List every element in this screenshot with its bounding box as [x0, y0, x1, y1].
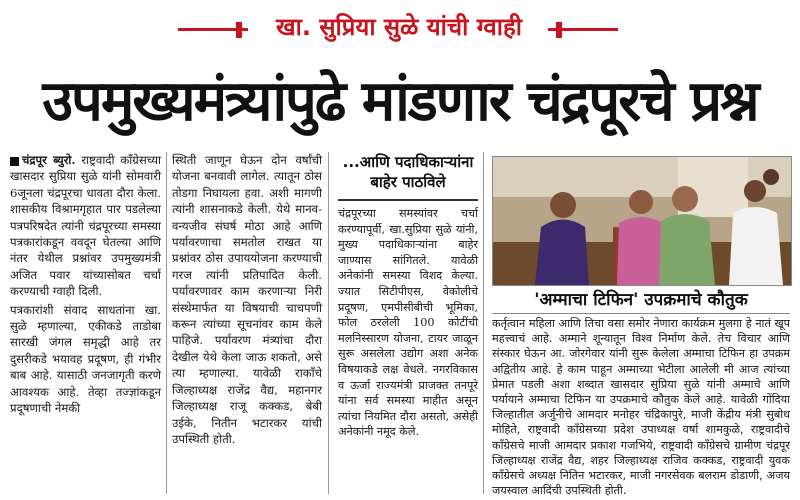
photo-story — [492, 316, 790, 500]
paragraph: पत्रकारांशी संवाद साधतांना खा. सुळे म्हणाल्या, एकीकडे ताडोबा सारखी जंगल समृद्धी आहे तर दुसरीकडे भयावह प्रदूषण, ही गंभीर बाब आहे. यासाठी जनजागृती करणे आवश्यक आहे. तेव्हा तज्ज्ञांकडून प्रदूषणाची नेमकी — [10, 302, 161, 416]
photo-caption: 'अम्माचा टिफिन' उपक्रमाचे कौतुक — [534, 290, 748, 310]
caption-rule — [492, 313, 790, 314]
article-column-2 — [172, 152, 322, 449]
lead-bullet-icon — [10, 157, 19, 166]
news-photo — [492, 156, 792, 286]
kicker-section — [0, 8, 800, 50]
main-headline: उपमुख्यमंत्र्यांपुढे मांडणार चंद्रपूरचे प्रश्न — [42, 68, 758, 134]
paragraph: राष्ट्रवादी काँग्रेसच्या खासदार सुप्रिया सुळे यांनी सोमवारी 6जूनला चंद्रपूरचा धावता दौरा केला. शासकीय विश्रामगृहात पार पडलेल्या पत्रपरिषदेत त्यांनी चंद्रपूरच्या समस्या पत्रकारांकडून ववदून घेतल्या आणि नंतर येथील प्रश्नांवर उपमुख्यमंत्री अजित पवार यांच्यासोबत चर्चा करण्याची ग्वाही दिली. — [10, 153, 161, 299]
sidebar-article — [338, 206, 478, 442]
photo-illustration — [493, 157, 791, 285]
sidebar-headline-rule — [338, 199, 478, 201]
kicker-bar-right — [556, 22, 562, 38]
column-divider — [483, 152, 484, 494]
column-divider — [328, 152, 329, 494]
kicker-rule-left — [178, 28, 248, 31]
dateline: चंद्रपूर ब्युरो. — [22, 153, 76, 167]
paragraph: स्थिती जाणून घेऊन दोन वर्षांची योजना बनवावी लागेल. त्यातून ठोस तोडगा निघायला हवा. अशी मागणी त्यांनी शासनाकडे केली. येथे मानव-वन्यजीव संघर्ष मोठा आहे आणि पर्यावरणाचा समतोल राखत या प्रश्नांवर ठोस उपाययोजना करण्याची गरज त्यांनी प्रतिपादित केली. पर्यावरणावर काम करणाऱ्या निरी संस्थेमार्फत या विषयाची चाचपणी करून त्यांच्या सूचनांवर काम केले पाहिजे. पर्यावरण मंत्र्यांचा दौरा देखील येथे केला जाऊ शकतो, असे त्या म्हणाल्या. यावेळी राकाँचे जिल्हाध्यक्ष राजेंद्र वैद्य, महानगर जिल्हाध्यक्ष राजू कक्कड, बेबी उईके, नितीन भटारकर यांची उपस्थिती होती. — [172, 153, 322, 446]
article-column-1 — [10, 152, 161, 419]
column-divider — [166, 152, 167, 494]
paragraph: चंद्रपूरच्या समस्यांवर चर्चा करण्यापूर्वी, खा.सुप्रिया सुळे यांनी, मुख्य पदाधिकाऱ्यांना बाहेर जाण्यास सांगितले. यावेळी अनेकांनी समस्या विशद केल्या. ज्यात सिटीपीएस, वेकोलीचे प्रदूषण, एमपीसीबीची भूमिका, फोल ठरलेली 100 कोटींची मलनिस्सारण योजना, टायर जाळून सुरू असलेला उद्योग अशा अनेक विषयाकडे लक्ष वेधले. नगरविकास व ऊर्जा राज्यमंत्री प्राजक्त तनपूरे यांना सर्व समस्या माहीत असून त्यांचा नियमित दौरा असतो, असेही अनेकांनी नमूद केले. — [338, 207, 478, 439]
sidebar-headline: ...आणि पदाधिकाऱ्यांना बाहेर पाठविले — [342, 153, 474, 191]
kicker-text: खा. सुप्रिया सुळे यांची ग्वाही — [276, 13, 522, 41]
paragraph: कर्तृत्वान महिला आणि तिचा वसा समोर नेणारा कार्यक्रम मुलगा हे नातं खूप महत्त्वाचं आहे. अम्माने शून्यातून विश्व निर्माण केले. तेच विचार आणि संस्कार घेऊन आ. जोरगेवार यांनी सुरू केलेला अम्माचा टिफिन हा उपक्रम अद्वितीय आहे. हे काम पाहून अम्माच्या भेटीला आलेली मी आज त्यांच्या प्रेमात पडली अशा शब्दात खासदार सुप्रिया सुळे यांनी अम्माचे आणि पर्यायाने अम्माचा टिफिन या उपक्रमाचे कौतुक केले आहे. यावेळी गोंदिया जिल्हातील अर्जुनीचे आमदार मनोहर चंद्रिकापुरे, माजी केंद्रीय मंत्री सुबोध मोहिते, राष्ट्रवादी काँग्रेसच्या प्रदेश उपाध्यक्ष वर्षा शामकुळे, राष्ट्रवादीचे काँग्रेसचे माजी आमदार प्रकाश गजभिये, राष्ट्रवादी काँग्रेसचे ग्रामीण चंद्रपूर जिल्हाध्यक्ष राजेंद्र वैद्य, शहर जिल्हाध्यक्ष राजिव कक्कड, राष्ट्रवादी युवक काँग्रेसचे अध्यक्ष नितिन भटारकर, माजी नगरसेवक बलराम डोडाणी, अजय जयस्वाल आदिंची उपस्थिती होती. — [492, 317, 790, 498]
